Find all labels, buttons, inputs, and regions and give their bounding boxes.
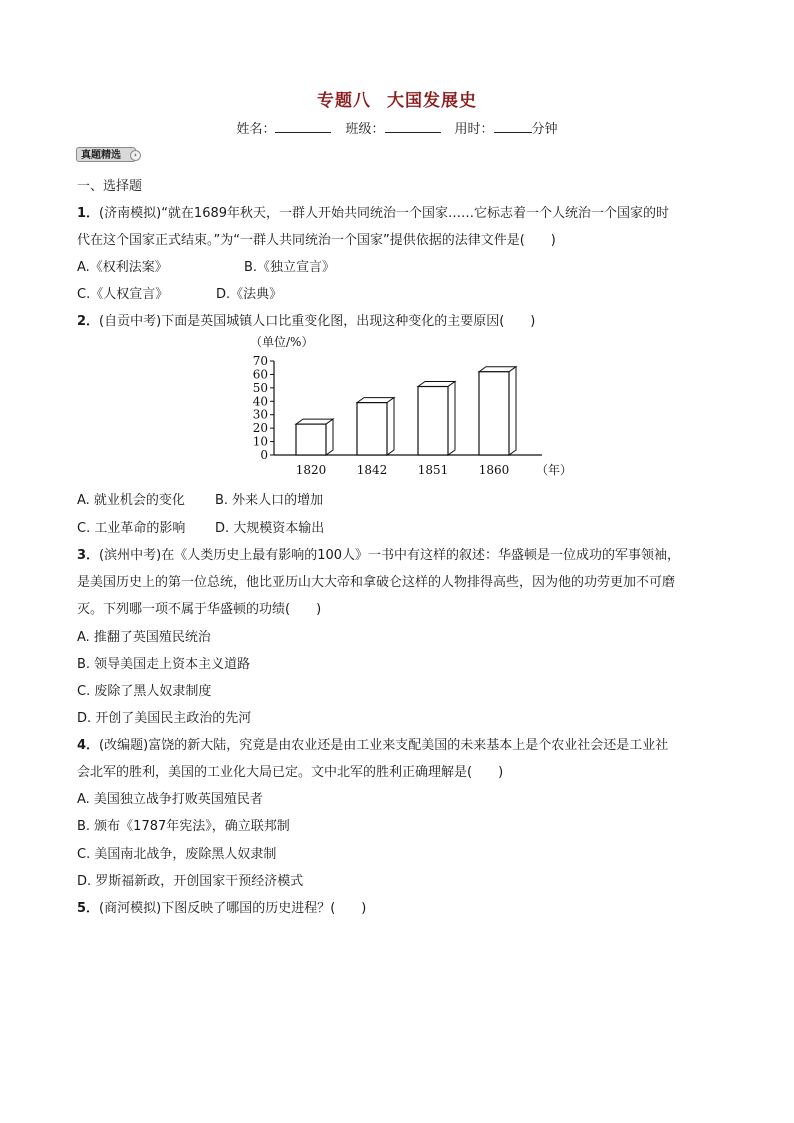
- q2-option-c[interactable]: C. 工业革命的影响: [77, 521, 186, 536]
- question-text: (自贡中考)下面是英国城镇人口比重变化图，出现这种变化的主要原因( ): [99, 314, 536, 329]
- y-tick-label: 70: [252, 354, 268, 368]
- question-text: (滨州中考)在《人类历史上最有影响的100人》一书中有这样的叙述：华盛顿是一位成功的军事领袖，: [99, 548, 681, 563]
- y-tick-label: 50: [252, 380, 268, 395]
- q2-option-b[interactable]: B. 外来人口的增加: [215, 493, 324, 508]
- y-tick-label: 10: [252, 434, 268, 449]
- class-blank[interactable]: [385, 119, 441, 133]
- bar: [357, 403, 387, 455]
- question-number: 4．: [77, 738, 100, 753]
- q4-option-c[interactable]: C. 美国南北战争，废除黑人奴隶制: [77, 847, 277, 862]
- y-tick-label: 30: [252, 407, 268, 422]
- time-blank[interactable]: [494, 119, 532, 133]
- title-subject: 大国发展史: [387, 91, 477, 111]
- q1-option-a[interactable]: A.《权利法案》: [77, 260, 168, 275]
- q4-option-d[interactable]: D. 罗斯福新政，开创国家干预经济模式: [77, 874, 304, 889]
- question-1-line-1: [77, 202, 669, 221]
- bar-side: [387, 398, 394, 455]
- student-info-row: [0, 118, 794, 137]
- name-blank[interactable]: [275, 119, 331, 133]
- section-title: 一、选择题: [77, 179, 143, 194]
- chart-unit-label: （单位/%）: [250, 335, 314, 349]
- q2-option-d[interactable]: D. 大规模资本输出: [215, 521, 325, 536]
- x-tick-label: 1842: [356, 463, 388, 477]
- q4-option-b[interactable]: B. 颁布《1787年宪法》，确立联邦制: [77, 819, 290, 834]
- q1-option-d[interactable]: D.《法典》: [216, 287, 283, 302]
- y-tick-label: 0: [260, 448, 268, 462]
- question-3-line-2: 是美国历史上的第一位总统，他比亚历山大大帝和拿破仑这样的人物排得高些，因为他的功劳更加不可磨: [77, 575, 676, 590]
- question-text: (改编题)富饶的新大陆，究竟是由农业还是由工业来支配美国的未来基本上是个农业社会还是工业社: [99, 738, 669, 753]
- minutes-label: 分钟: [531, 122, 558, 137]
- question-1-line-2: 代在这个国家正式结束。”为“一群人共同统治一个国家”提供依据的法律文件是( ): [77, 233, 556, 248]
- x-tick-label: 1851: [417, 463, 449, 477]
- q1-option-b[interactable]: B.《独立宣言》: [244, 260, 336, 275]
- question-4-line-2: 会北军的胜利，美国的工业化大局已定。文中北军的胜利正确理解是( ): [77, 765, 504, 780]
- y-tick-label: 20: [252, 421, 268, 436]
- question-4-line-1: [77, 734, 668, 753]
- name-label: 姓名：: [236, 122, 276, 137]
- question-number: 1．: [77, 206, 100, 221]
- q3-option-a[interactable]: A. 推翻了英国殖民统治: [77, 630, 211, 645]
- question-3-line-1: [77, 544, 680, 563]
- question-number: 3．: [77, 548, 100, 563]
- question-number: 2．: [77, 314, 100, 329]
- y-tick-label: 40: [252, 394, 268, 409]
- section-badge-label: 真题精选: [81, 150, 121, 161]
- x-tick-label: 1860: [478, 463, 510, 477]
- y-tick-label: 60: [252, 367, 268, 382]
- section-badge: [76, 147, 136, 162]
- bar: [296, 424, 326, 455]
- bar-side: [448, 382, 455, 455]
- q3-option-d[interactable]: D. 开创了美国民主政治的先河: [77, 711, 252, 726]
- bar: [479, 372, 509, 455]
- question-number: 5．: [77, 901, 100, 916]
- bar-side: [326, 419, 333, 455]
- question-text: (济南模拟)“就在1689年秋天，一群人开始共同统治一个国家……它标志着一个人统治一个国家的时: [99, 206, 670, 221]
- bar-side: [509, 367, 516, 455]
- q3-option-c[interactable]: C. 废除了黑人奴隶制度: [77, 684, 212, 699]
- bar: [418, 387, 448, 455]
- class-label: 班级：: [345, 122, 385, 137]
- page-title: [0, 86, 794, 111]
- question-text: (商河模拟)下图反映了哪国的历史进程？( ): [99, 901, 367, 916]
- x-axis-label: （年）: [536, 463, 573, 477]
- question-2-line-1: [77, 310, 535, 329]
- q2-option-a[interactable]: A. 就业机会的变化: [77, 493, 185, 508]
- x-tick-label: 1820: [295, 463, 327, 477]
- time-label: 用时：: [454, 122, 494, 137]
- urban-population-bar-chart: [244, 330, 573, 480]
- chevron-right-icon: ›: [130, 150, 141, 161]
- question-5-line-1: [77, 897, 366, 916]
- q3-option-b[interactable]: B. 领导美国走上资本主义道路: [77, 657, 251, 672]
- title-topic: 专题八: [317, 91, 371, 111]
- q1-option-c[interactable]: C.《人权宣言》: [77, 287, 169, 302]
- q4-option-a[interactable]: A. 美国独立战争打败英国殖民者: [77, 792, 263, 807]
- question-3-line-3: 灭。下列哪一项不属于华盛顿的功绩( ): [77, 602, 322, 617]
